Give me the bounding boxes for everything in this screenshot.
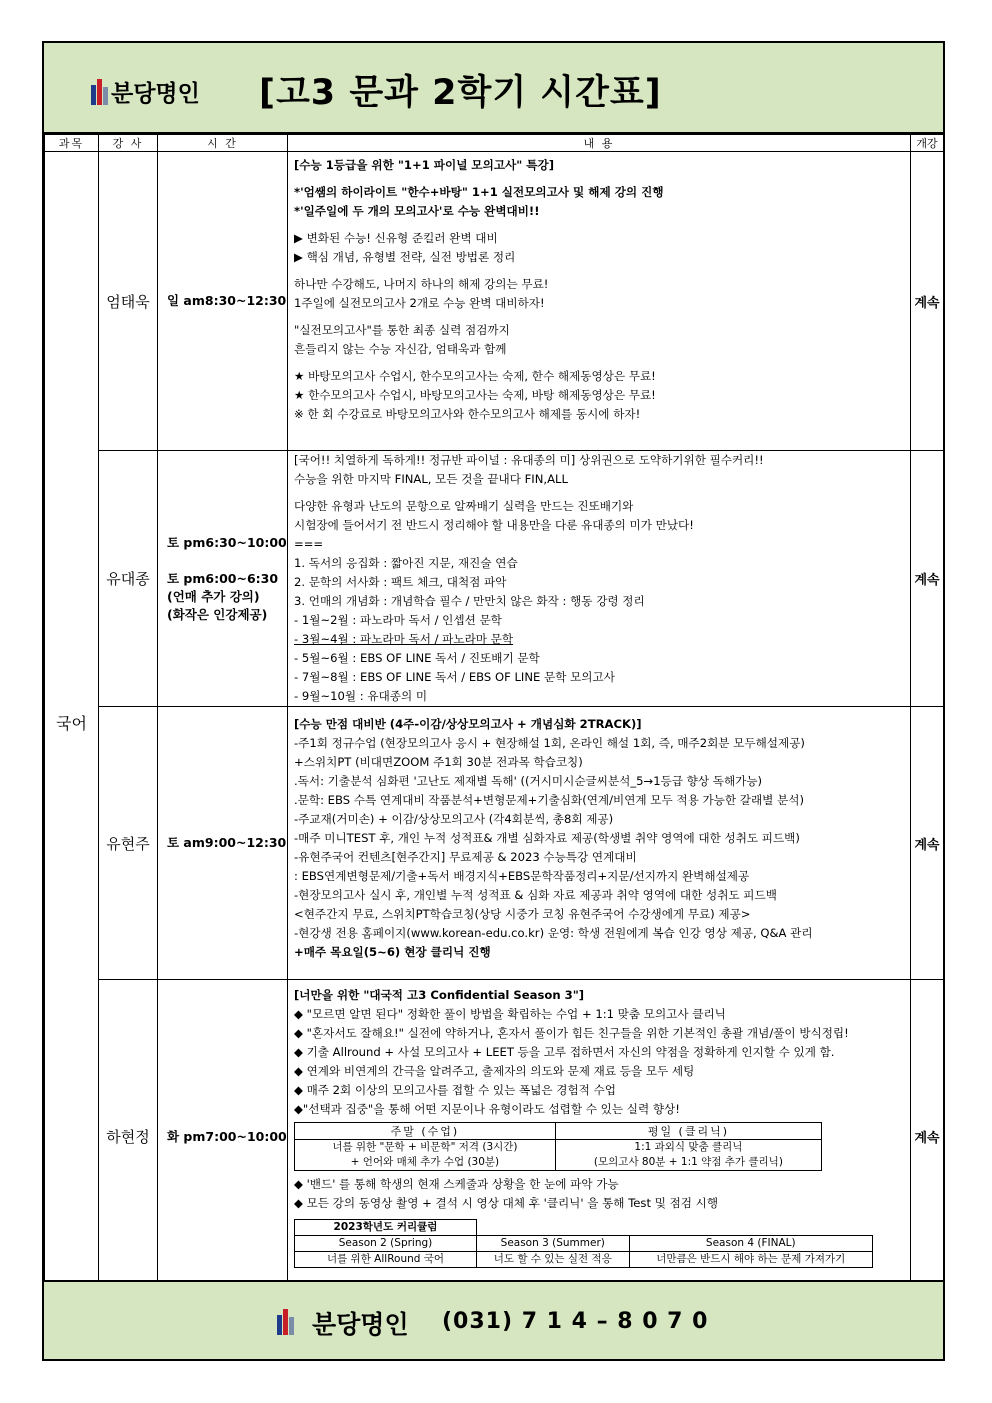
curriculum-table (294, 1219, 873, 1268)
content-line: "실전모의고사"를 통한 최종 실력 점검까지 (294, 323, 510, 337)
timetable-page (42, 41, 945, 1361)
content-line: -현장모의고사 실시 후, 개인별 누적 성적표 & 심화 자료 제공과 취약 영역에 대한 성취도 피드백 (294, 888, 777, 902)
table-row (45, 980, 944, 1294)
col-header-subject: 과목 (45, 135, 99, 152)
content-line: - 9월~10월 : 유대종의 미 (294, 689, 428, 703)
content-line: ◆ '밴드' 를 통해 학생의 현재 스케줄과 상황을 한 눈에 파악 가능 (294, 1177, 619, 1191)
content-line: 수능을 위한 마지막 FINAL, 모든 것을 끝내다 FIN,ALL (294, 472, 568, 486)
header-brand: 분당명인 (111, 81, 200, 107)
content-line: 다양한 유형과 난도의 문항으로 알짜배기 실력을 만드는 진또배기와 (294, 499, 634, 513)
time-line: 토 pm6:30~10:00 (167, 534, 287, 550)
content-cell (288, 980, 911, 1294)
schedule-header-weekend: 주말 (수업) (295, 1123, 556, 1140)
content-line: -주1회 정규수업 (현장모의고사 응시 + 현장해설 1회, 온라인 해설 1회, 즉, 매주2회분 모두해설제공) (294, 736, 805, 750)
content-line: -유현주국어 컨텐츠[현주간지] 무료제공 & 2023 수능특강 연계대비 (294, 850, 637, 864)
time-cell (158, 980, 288, 1294)
time-cell (158, 451, 288, 707)
content-line: [수능 1등급을 위한 "1+1 파이널 모의고사" 특강] (294, 158, 555, 172)
col-header-teacher: 강 사 (99, 135, 158, 152)
season-description: 너만큼은 반드시 해야 하는 문제 가져가기 (629, 1252, 872, 1268)
content-line: === (294, 537, 324, 551)
content-line: .독서: 기출분석 심화편 '고난도 제재별 독해' ((거시미시순글씨분석_5→1등급 향상 독해가능) (294, 774, 763, 788)
schedule-header-weekday: 평일 (클리닉) (555, 1123, 821, 1140)
content-line: ★ 한수모의고사 수업시, 바탕모의고사는 숙제, 바탕 해제동영상은 무료! (294, 388, 656, 402)
status-cell: 계속 (911, 980, 944, 1294)
time-line: 화 pm7:00~10:00 (167, 1128, 287, 1144)
content-line: ◆ "혼자서도 잘해요!" 실전에 약하거나, 혼자서 풀이가 힘든 친구들을 위한 기본적인 총괄 개념/풀이 방식정립! (294, 1026, 849, 1040)
time-line: 토 pm6:00~6:30 (167, 570, 279, 586)
content-line: *'엄쌤의 하이라이트 "한수+바탕" 1+1 실전모의고사 및 해제 강의 진행 (294, 185, 664, 199)
season-label: Season 4 (FINAL) (629, 1236, 872, 1252)
content-line: 1. 독서의 응집화 : 짧아진 지문, 재진술 연습 (294, 556, 518, 570)
spacer (294, 267, 906, 275)
schedule-cell: (모의고사 80분 + 1:1 약점 추가 클리닉) (555, 1155, 821, 1171)
table-header-row (45, 135, 944, 152)
content-line: ◆ "모르면 알면 된다" 정확한 풀이 방법을 확립하는 수업 + 1:1 맞춤 모의고사 클리닉 (294, 1007, 726, 1021)
content-cell (288, 152, 911, 451)
spacer (294, 221, 906, 229)
content-line: 3. 언매의 개념화 : 개념학습 필수 / 만만치 않은 화작 : 행동 강령 정리 (294, 594, 645, 608)
col-header-content: 내 용 (288, 135, 911, 152)
time-line: 토 am9:00~12:30 (167, 835, 287, 850)
content-line: ▶ 변화된 수능! 신유형 준킬러 완벽 대비 (294, 231, 498, 245)
spacer (294, 359, 906, 367)
content-line: - 5월~6월 : EBS OF LINE 독서 / 진또배기 문학 (294, 651, 540, 665)
content-line: ※ 한 회 수강료로 바탕모의고사와 한수모의고사 해제를 동시에 하자! (294, 407, 641, 421)
content-line: ◆ 모든 강의 동영상 촬영 + 결석 시 영상 대체 후 '클리닉' 을 통해 Test 및 점검 시행 (294, 1196, 719, 1210)
teacher-cell: 엄태욱 (99, 152, 158, 451)
col-header-time: 시 간 (158, 135, 288, 152)
time-line: 일 am8:30~12:30 (167, 293, 287, 308)
footer-phone: (031) 7 1 4 – 8 0 7 0 (442, 1309, 709, 1334)
content-cell (288, 707, 911, 980)
timetable (44, 134, 944, 1294)
schedule-cell: + 언어와 매체 추가 수업 (30분) (295, 1155, 556, 1171)
content-line: -주교재(거미손) + 이감/상상모의고사 (각4회분씩, 총8회 제공) (294, 812, 614, 826)
content-line: 시험장에 들어서기 전 반드시 정리해야 할 내용만을 다룬 유대종의 미가 만났다! (294, 518, 694, 532)
season-description: 너를 위한 AllRound 국어 (295, 1252, 477, 1268)
content-line: ◆ 연계와 비연계의 간극을 알려주고, 출제자의 의도와 문제 재료 등을 모두 세팅 (294, 1064, 695, 1078)
status-cell: 계속 (911, 152, 944, 451)
content-line: [수능 만점 대비반 (4주-이감/상상모의고사 + 개념심화 2TRACK)] (294, 717, 642, 731)
content-line: 흔들리지 않는 수능 자신감, 엄태욱과 함께 (294, 342, 507, 356)
content-line: ▶ 핵심 개념, 유형별 전략, 실전 방법론 정리 (294, 250, 516, 264)
time-cell (158, 152, 288, 451)
teacher-cell: 유현주 (99, 707, 158, 980)
teacher-cell: 유대종 (99, 451, 158, 707)
status-cell: 계속 (911, 451, 944, 707)
season-label: Season 2 (Spring) (295, 1236, 477, 1252)
content-line: ★ 바탕모의고사 수업시, 한수모의고사는 숙제, 한수 해제동영상은 무료! (294, 369, 656, 383)
content-line: ◆"선택과 집중"을 통해 어떤 지문이나 유형이라도 섭렵할 수 있는 실력 향상! (294, 1102, 680, 1116)
table-row (45, 152, 944, 451)
time-line: (화작은 인강제공) (167, 606, 268, 622)
content-cell (288, 451, 911, 707)
content-line: [너만을 위한 "대국적 고3 Confidential Season 3"] (294, 988, 585, 1002)
logo-icon (91, 79, 109, 105)
class-schedule-table (294, 1122, 822, 1171)
time-cell (158, 707, 288, 980)
footer-bar (44, 1280, 943, 1359)
content-line: : EBS연계변형문제/기출+독서 배경지식+EBS문학작품정리+지문/선지까지 완벽해설제공 (294, 869, 750, 883)
content-lines-mid (294, 1175, 906, 1213)
logo-icon (277, 1309, 295, 1335)
content-line: -매주 미니TEST 후, 개인 누적 성적표& 개별 심화자료 제공(학생별 취약 영역에 대한 성취도 피드백) (294, 831, 800, 845)
content-line: .문학: EBS 수특 연계대비 작품분석+변형문제+기출심화(연계/비연계 모두 적용 가능한 갈래별 분석) (294, 793, 804, 807)
time-line: (언매 추가 강의) (167, 588, 260, 604)
table-row (45, 707, 944, 980)
content-line: [국어!! 치열하게 독하게!! 정규반 파이널 : 유대종의 미] 상위권으로 도약하기위한 필수커리!! (294, 453, 764, 467)
content-line: ◆ 기출 Allround + 사설 모의고사 + LEET 등을 고루 접하면서 자신의 약점을 정확하게 인지할 수 있게 함. (294, 1045, 835, 1059)
content-line: +매주 목요일(5~6) 현장 클리닉 진행 (294, 945, 491, 959)
page-title: [고3 문과 2학기 시간표] (259, 73, 662, 113)
col-header-status: 개강 (911, 135, 944, 152)
content-line: - 3월~4월 : 파노라마 독서 / 파노라마 문학 (294, 632, 514, 646)
header-bar (44, 43, 943, 134)
content-line: ◆ 매주 2회 이상의 모의고사를 접할 수 있는 폭넓은 경험적 수업 (294, 1083, 616, 1097)
content-line: - 1월~2월 : 파노라마 독서 / 인셉션 문학 (294, 613, 502, 627)
spacer (294, 313, 906, 321)
content-line: *'일주일에 두 개의 모의고사'로 수능 완벽대비!! (294, 204, 540, 218)
season-description: 너도 할 수 있는 실전 적응 (477, 1252, 630, 1268)
spacer (294, 489, 906, 497)
status-cell: 계속 (911, 707, 944, 980)
content-line: 하나만 수강해도, 나머지 하나의 해제 강의는 무료! (294, 277, 549, 291)
schedule-cell: 너를 위한 "문학 + 비문학" 저격 (3시간) (295, 1140, 556, 1156)
spacer (294, 175, 906, 183)
content-line: <현주간지 무료, 스위치PT학습코칭(상당 시중가 코칭 유현주국어 수강생에게 무료) 제공> (294, 907, 751, 921)
season-label: Season 3 (Summer) (477, 1236, 630, 1252)
content-line: - 7월~8월 : EBS OF LINE 독서 / EBS OF LINE 문학 모의고사 (294, 670, 615, 684)
schedule-cell: 1:1 과외식 맞춤 클리닉 (555, 1140, 821, 1156)
footer-brand: 분당명인 (312, 1310, 409, 1339)
time-line (167, 552, 287, 570)
table-row (45, 451, 944, 707)
subject-cell: 국어 (45, 152, 99, 1294)
content-line: +스위치PT (비대면ZOOM 주1회 30분 전과목 학습코칭) (294, 755, 583, 769)
content-line: -현강생 전용 홈페이지(www.korean-edu.co.kr) 운영: 학생 전원에게 복습 인강 영상 제공, Q&A 관리 (294, 926, 813, 940)
curriculum-label: 2023학년도 커리큘럼 (295, 1220, 477, 1236)
content-lines-top (294, 986, 906, 1119)
content-line: 1주일에 실전모의고사 2개로 수능 완벽 대비하자! (294, 296, 545, 310)
teacher-cell: 하현정 (99, 980, 158, 1294)
content-line: 2. 문학의 서사화 : 팩트 체크, 대척점 파악 (294, 575, 507, 589)
